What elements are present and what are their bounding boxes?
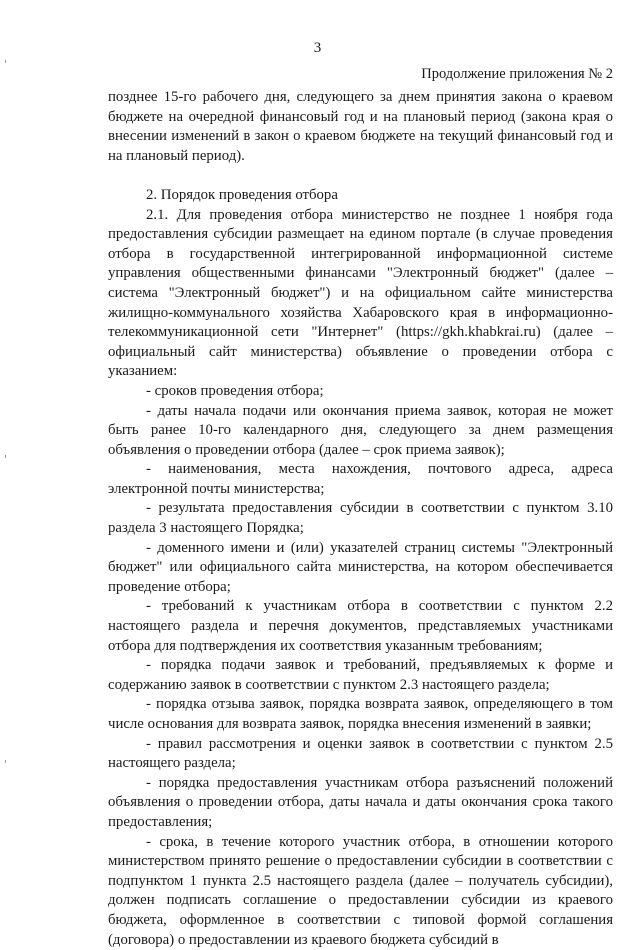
list-item: - порядка отзыва заявок, порядка возврата заявок, определяющего в том числе основания для возврата заявок, порядка внесения изменений в заявки; — [108, 696, 613, 732]
list-item: - наименования, места нахождения, почтового адреса, адреса электронной почты министерства; — [108, 461, 613, 497]
list-item: - порядка подачи заявок и требований, предъявляемых к форме и содержанию заявок в соответствии с пунктом 2.3 настоящего раздела; — [108, 657, 613, 693]
list-item: - срока, в течение которого участник отбора, в отношении которого министерством принято решение о предоставлении субсидии в соответствии с подпунктом 1 пункта 2.5 настоящего раздела (далее – получатель субсидии), должен подписать соглашение о предоставлении субсидии из краевого бюджета, оформленное в соответствии с типовой формой соглашения (договора) о предоставлении из краевого бюджета субсидий в — [108, 833, 613, 948]
section-heading: 2. Порядок проведения отбора — [146, 186, 338, 203]
list-item: - требований к участникам отбора в соответствии с пунктом 2.2 настоящего раздела и перечня документов, представляемых участниками отбора для подтверждения их соответствия указанным требованиям; — [108, 598, 613, 654]
appendix-continuation-note: Продолжение приложения № 2 — [421, 66, 613, 82]
list-item: - результата предоставления субсидии в соответствии с пунктом 3.10 раздела 3 настоящего Порядка; — [108, 500, 613, 537]
list-item: - даты начала подачи или окончания приема заявок, которая не может быть ранее 10-го календарного дня, следующего за днем размещения объявления о проведении отбора (далее – срок приема заявок); — [108, 402, 613, 458]
list-item: - сроков проведения отбора; — [146, 382, 324, 399]
list-item: - порядка предоставления участникам отбора разъяснений положений объявления о проведении отбора, даты начала и даты окончания срока такого предоставления; — [108, 774, 613, 830]
list-item: - правил рассмотрения и оценки заявок в соответствии с пунктом 2.5 настоящего раздела; — [108, 735, 613, 772]
scan-margin-mark — [5, 455, 6, 458]
paragraph-2-1: 2.1. Для проведения отбора министерство не позднее 1 ноября года предоставления субсидии размещает на едином портале (в случае проведения отбора в государственной интегрированной информационной системе управления общественными финансами "Электронный бюджет" (далее – система "Электронный бюджет") и на официальном сайте министерства жилищно-коммунального хозяйства Хабаровского края в информационно-телекоммуникационной сети "Интернет" (https://gkh.khabkrai.ru) (далее – официальный сайт министерства) объявление о проведении отбора с указанием: — [108, 206, 613, 380]
paragraph-continuation: позднее 15-го рабочего дня, следующего за днем принятия закона о краевом бюджете на очередной финансовый год и на плановый период (закона края о внесении изменений в закон о краевом бюджете на текущий финансовый год и на плановый период). — [108, 89, 613, 164]
paragraph-spacer — [108, 166, 613, 186]
page-number: 3 — [313, 40, 322, 56]
scan-margin-mark — [5, 760, 6, 763]
scan-margin-mark — [5, 60, 6, 63]
document-body — [108, 88, 613, 950]
list-item: - доменного имени и (или) указателей страниц системы "Электронный бюджет" или официального сайта министерства, на котором обеспечивается проведение отбора; — [108, 539, 613, 595]
